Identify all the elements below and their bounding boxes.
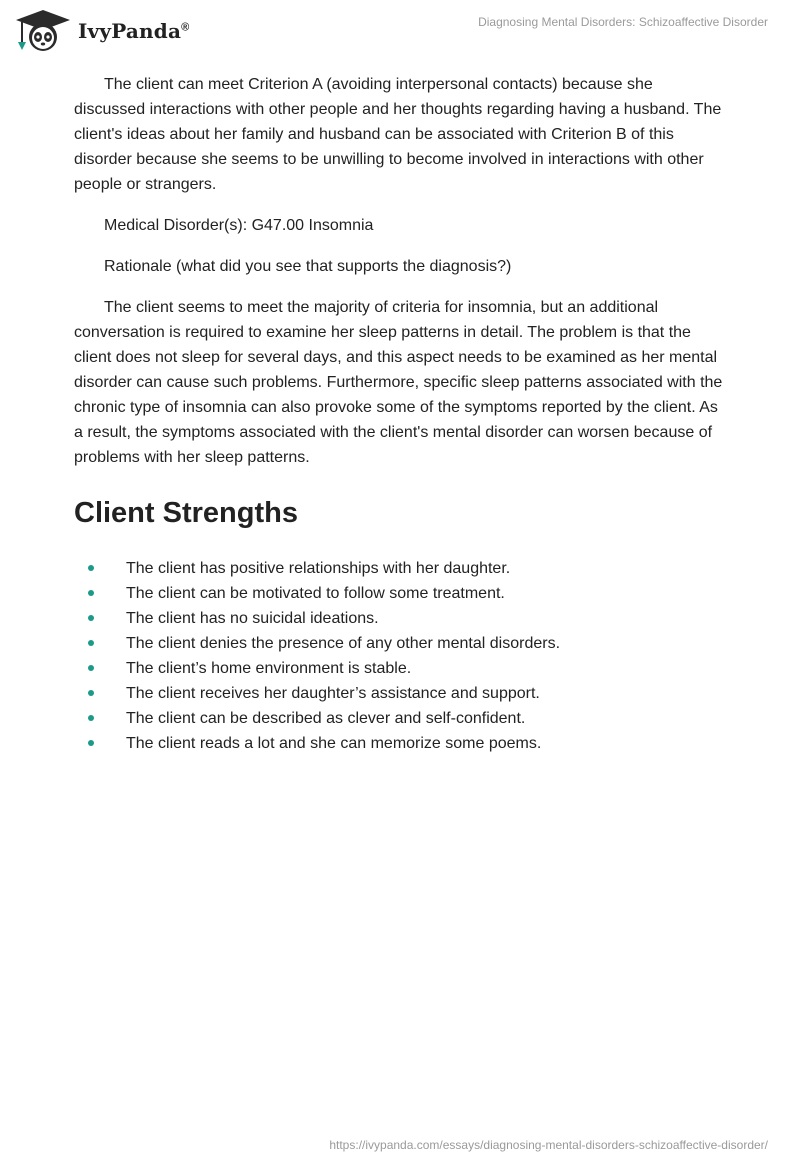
bullet-dot-icon <box>88 615 94 621</box>
strengths-list <box>74 556 726 756</box>
list-item-text: The client has positive relationships with her daughter. <box>126 560 511 577</box>
list-item <box>74 631 726 656</box>
bullet-dot-icon <box>88 565 94 571</box>
list-item-text: The client receives her daughter’s assistance and support. <box>126 685 540 702</box>
bullet-dot-icon <box>88 590 94 596</box>
bullet-dot-icon <box>88 740 94 746</box>
list-item <box>74 581 726 606</box>
bullet-dot-icon <box>88 715 94 721</box>
list-item-text: The client has no suicidal ideations. <box>126 610 379 627</box>
list-item <box>74 731 726 756</box>
footer-url-link[interactable]: https://ivypanda.com/essays/diagnosing-mental-disorders-schizoaffective-disorder/ <box>329 1138 768 1152</box>
brand-name: IvyPanda® <box>78 19 190 43</box>
list-item <box>74 706 726 731</box>
bullet-dot-icon <box>88 640 94 646</box>
list-item <box>74 681 726 706</box>
page-header <box>0 0 800 60</box>
bullet-dot-icon <box>88 690 94 696</box>
list-item <box>74 606 726 631</box>
paragraph: The client seems to meet the majority of criteria for insomnia, but an additional conversation is required to examine her sleep patterns in detail. The problem is that the client does not sleep for several days, and this aspect needs to be examined as her mental disorder can cause such problems. Furthermore, specific sleep patterns associated with the chronic type of insomnia can also provoke some of the symptoms reported by the client. As a result, the symptoms associated with the client's mental disorder can worsen because of problems with her sleep patterns. <box>74 299 723 466</box>
paragraph: Medical Disorder(s): G47.00 Insomnia <box>104 217 374 234</box>
list-item-text: The client’s home environment is stable. <box>126 660 412 677</box>
document-title: Diagnosing Mental Disorders: Schizoaffective Disorder <box>478 15 768 29</box>
section-heading: Client Strengths <box>74 497 298 529</box>
list-item <box>74 656 726 681</box>
document-body <box>74 72 726 756</box>
paragraph: Rationale (what did you see that supports the diagnosis?) <box>104 258 512 275</box>
list-item-text: The client denies the presence of any other mental disorders. <box>126 635 561 652</box>
panda-graduate-icon <box>14 8 72 54</box>
paragraph: The client can meet Criterion A (avoiding interpersonal contacts) because she discussed interactions with other people and her thoughts regarding having a husband. The client's ideas about her family and husband can be associated with Criterion B of this disorder because she seems to be unwilling to become involved in interactions with other people or strangers. <box>74 76 722 193</box>
list-item-text: The client can be motivated to follow some treatment. <box>126 585 505 602</box>
bullet-dot-icon <box>88 665 94 671</box>
list-item <box>74 556 726 581</box>
list-item-text: The client reads a lot and she can memorize some poems. <box>126 735 542 752</box>
logo[interactable] <box>14 8 189 54</box>
list-item-text: The client can be described as clever and self-confident. <box>126 710 526 727</box>
